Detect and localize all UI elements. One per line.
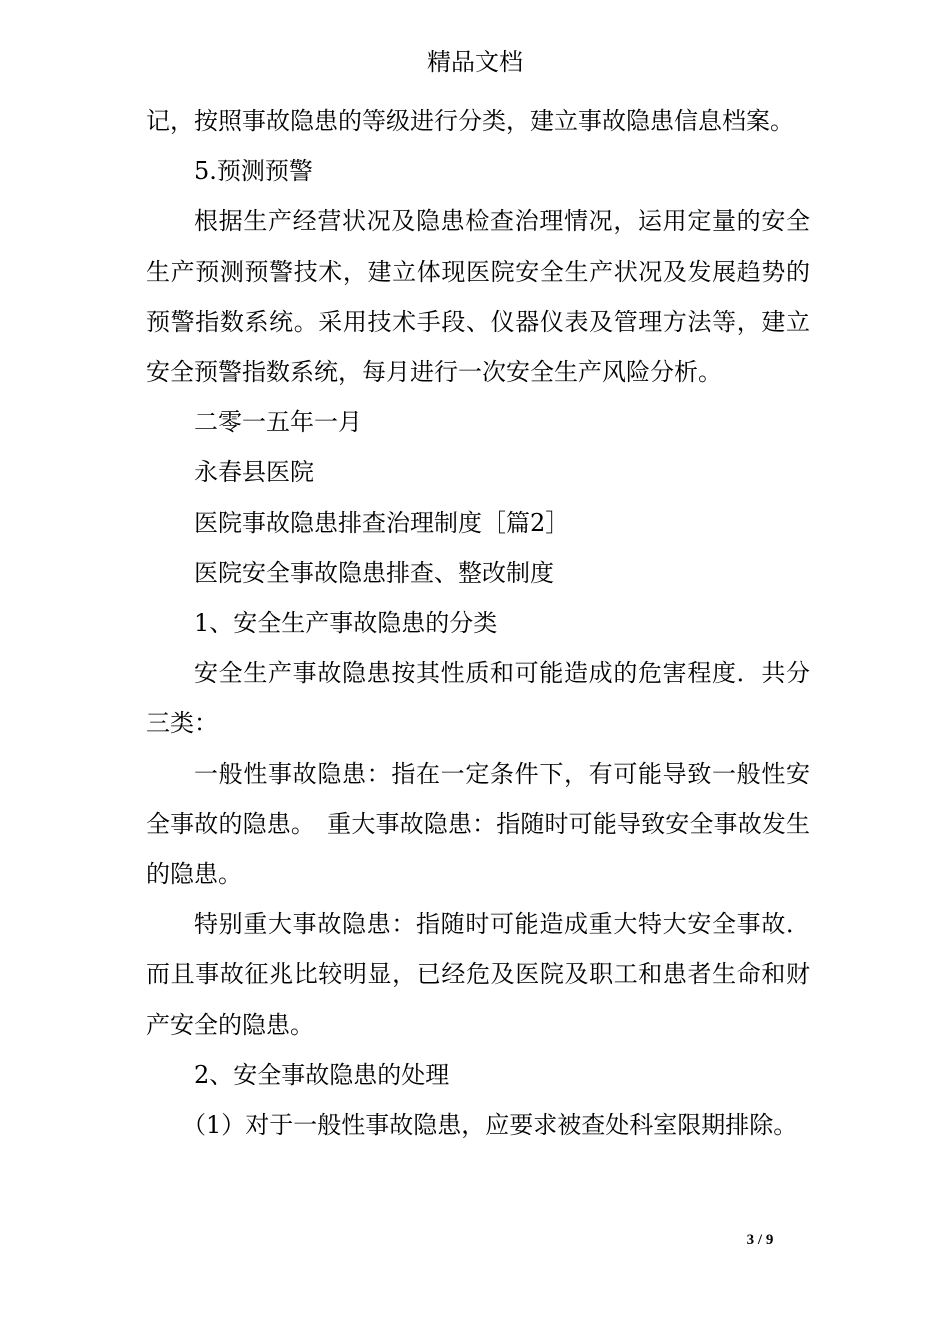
paragraph-handling-item-1: （1）对于一般性事故隐患，应要求被查处科室限期排除。 [182, 1111, 798, 1140]
section-heading-handling: 2、安全事故隐患的处理 [194, 1060, 450, 1089]
section-heading-classification: 1、安全生产事故隐患的分类 [194, 609, 498, 638]
document-title-part-2: 医院事故隐患排查治理制度［篇2］ [194, 508, 570, 537]
paragraph-forecast-warning: 根据生产经营状况及隐患检查治理情况，运用定量的安全生产预测预警技术，建立体现医院安全生产状况及发展趋势的预警指数系统。采用技术手段、仪器仪表及管理方法等，建立安全预警指数系统，每月进行一次安全生产风险分析。 [146, 207, 810, 387]
paragraph-especially-major-hazards: 特别重大事故隐患：指随时可能造成重大特大安全事故．而且事故征兆比较明显，已经危及医院及职工和患者生命和财产安全的隐患。 [146, 910, 810, 1039]
page-number: 3 / 9 [746, 1232, 774, 1248]
paragraph-general-and-major-hazards: 一般性事故隐患：指在一定条件下，有可能导致一般性安全事故的隐患。 重大事故隐患：指随时可能导致安全事故发生的隐患。 [146, 759, 810, 889]
document-subtitle: 医院安全事故隐患排查、整改制度 [194, 558, 554, 587]
page-header-title: 精品文档 [427, 48, 523, 76]
paragraph-classification-intro: 安全生产事故隐患按其性质和可能造成的危害程度．共分三类： [146, 659, 810, 738]
organization-name: 永春县医院 [194, 458, 314, 487]
date-line: 二零一五年一月 [194, 408, 362, 437]
document-body [146, 96, 810, 1150]
paragraph-continuation: 记，按照事故隐患的等级进行分类，建立事故隐患信息档案。 [146, 107, 794, 135]
section-heading-forecast-warning: 5.预测预警 [194, 157, 313, 186]
